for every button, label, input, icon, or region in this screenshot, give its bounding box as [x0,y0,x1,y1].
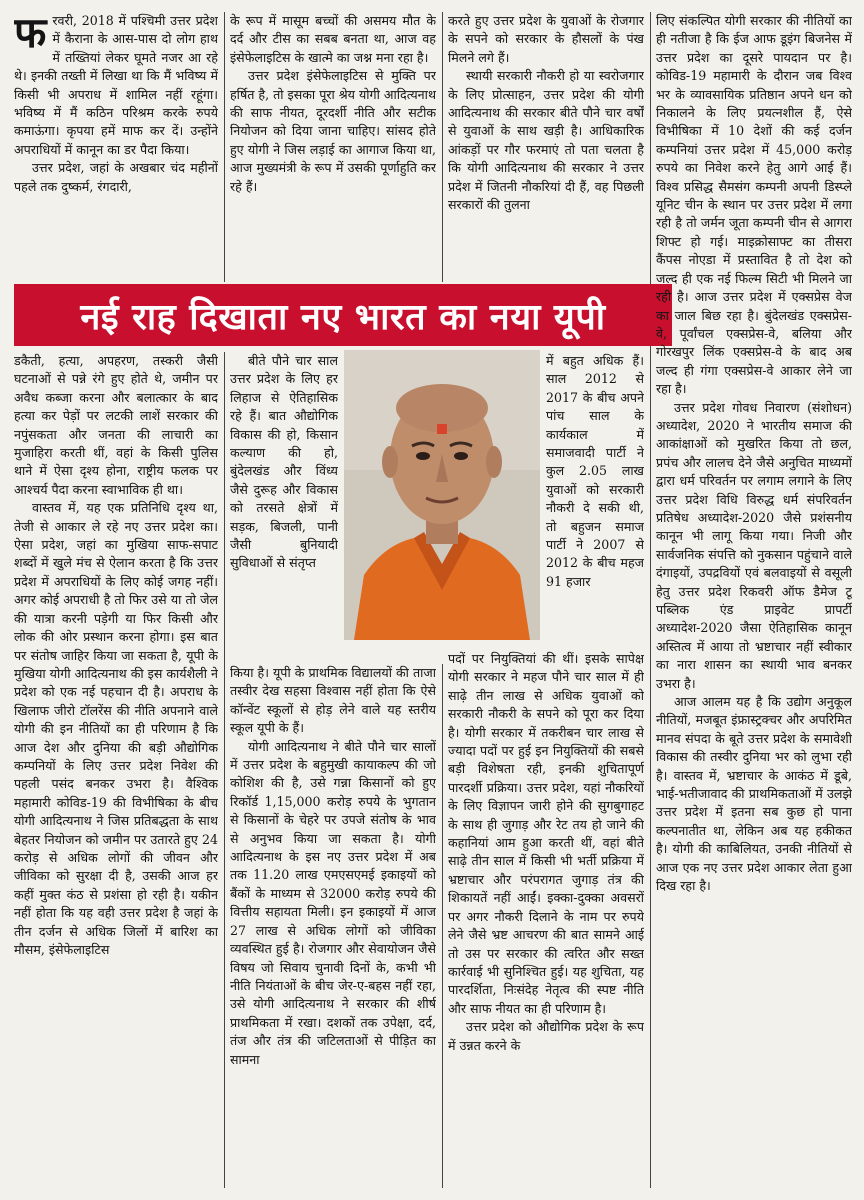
portrait-photo [344,350,540,640]
article-paragraph: किया है। यूपी के प्राथमिक विद्यालयों की ताजा तस्वीर देख सहसा विश्वास नहीं होता कि ऐसे कॉन्वेंट स्कूलों से होड़ लेने वाले यह स्तरीय स्कूल यूपी के हैं। [230,665,436,736]
article-paragraph: उत्तर प्रदेश को औद्योगिक प्रदेश के रूप में उन्नत करने के [448,1019,644,1053]
article-paragraph: पदों पर नियुक्तियां की थीं। इसके सापेक्ष योगी सरकार ने महज पौने चार साल में ही साढ़े तीन लाख से अधिक युवाओं को सरकारी नौकरी के सपने को पूरा कर दिया है। योगी सरकार में तकरीबन चार लाख से ज्यादा पदों पर हुई इन नियुक्तियों की सबसे बड़ी विशेषता रही, इनकी शुचितापूर्ण पारदर्शी प्रक्रिया। उत्तर प्रदेश, यहां नौकरियों के लिए विज्ञापन जारी होने की सुगबुगाहट के साथ ही जुगाड़ और रेट तय हो जाने की कहानियां आम हुआ करती थीं, वहां बीते साढ़े तीन साल में किसी भी भर्ती प्रक्रिया में भ्रष्टाचार और परंपरागत जुगाड़ तंत्र की शिकायतें नहीं आईं। इक्का-दुक्का अवसरों पर अगर नौकरी दिलाने के नाम पर रुपये लेने जैसे भ्रष्ट आचरण की बात सामने आई तो उस पर सरकार की त्वरित और सख्त कार्रवाई भी सुनिश्चित हुई। यह शुचिता, यह पारदर्शिता, निःसंदेह नेतृत्व की स्पष्ट नीति और साफ नीयत का ही परिणाम है। [448,651,644,1016]
column-1-top [14,12,218,284]
portrait-illustration [344,350,540,640]
column-4 [656,12,852,1190]
column-2-bottom [230,664,436,1190]
column-divider [224,352,225,1188]
article-paragraph: स्थायी सरकारी नौकरी हो या स्वरोजगार के लिए प्रोत्साहन, उत्तर प्रदेश की योगी आदित्यनाथ की सरकार बीते पौने चार वर्षों से युवाओं के साथ खड़ी है। आधिकारिक आंकड़ों पर गौर फरमाएं तो पता चलता है कि योगी आदित्यनाथ की सरकार ने उत्तर प्रदेश में जितनी नौकरियां दी हैं, वह पिछली सरकारों की तुलना [448,68,644,213]
dropcap: फ [14,12,47,57]
article-paragraph: उत्तर प्रदेश गोवध निवारण (संशोधन) अध्यादेश, 2020 ने भारतीय समाज की आकांक्षाओं को मुखरित किया तो छल, प्रपंच और लालच देने जैसे अनुचित माध्यमों द्वारा धर्म परिवर्तन पर लगाम लगाने के लिए उत्तर प्रदेश विधि विरुद्ध धर्म संपरिवर्तन प्रतिषेध अध्यादेश-2020 जैसे प्रशंसनीय कानून भी लागू किया गया। निजी और सार्वजनिक संपत्ति को नुकसान पहुंचाने वाले दंगाइयों, उपद्रवियों एवं बलवाइयों से वसूली हेतु उत्तर प्रदेश रिकवरी ऑफ डैमेज टू पब्लिक एंड प्राइवेट प्रापर्टी अध्यादेश-2020 जैसा ऐतिहासिक कानून अस्तित्व में आया तो भ्रष्टाचार नहीं स्वीकार का नारा शासन का स्थायी भाव बनकर उभरा है। [656,399,852,691]
intro-text: रवरी, 2018 में पश्चिमी उत्तर प्रदेश में कैराना के आस-पास दो लोग हाथ में तख्तियां लेकर घूमते नजर आ रहे थे। इनकी तख्ती में लिखा था कि मैं भविष्य में किसी भी अपराध में शामिल नहीं रहूंगा। भविष्य में मैं कठिन परिश्रम करके रुपये कमाऊंगा। कृपया हमें माफ कर दें। उन्होंने अपराधियों में कानून का डर पैदा किया। [14,13,218,157]
column-divider [224,12,225,282]
article-paragraph: करते हुए उत्तर प्रदेश के युवाओं के रोजगार के सपने को सरकार के हौसलों के पंख मिलने लगे हैं। [448,13,644,65]
article-paragraph: बीते पौने चार साल उत्तर प्रदेश के लिए हर लिहाज से ऐतिहासिक रहे हैं। बात औद्योगिक विकास की हो, किसान कल्याण की हो, बुंदेलखंड और विंध्य जैसे दुरूह और विकास को तरसते क्षेत्रों में सड़क, बिजली, पानी जैसी बुनियादी सुविधाओं से संतृप्त [230,353,338,571]
column-divider [442,12,443,282]
article-paragraph: वास्तव में, यह एक प्रतिनिधि दृश्य था, तेजी से आकार ले रहे नए उत्तर प्रदेश का। ऐसा प्रदेश, जहां का मुखिया साफ-सपाट शब्दों में खुले मंच से ऐलान करता है कि उत्तर प्रदेश में अपराधियों के लिए कोई जगह नहीं। अगर कोई अपराधी है तो फिर उसे या तो जेल की यात्रा करनी पड़ेगी या फिर किसी और लोक की ओर प्रस्थान करना होगा। इस बात पर संतोष जाहिर किया जा सकता है, यूपी के मुखिया योगी आदित्यनाथ की इस कार्यशैली ने प्रदेश को एक नई पहचान दी है। अपराध के खिलाफ जीरो टॉलरेंस की नीति अपनाने वाले योगी की इन नीतियों का ही परिणाम है कि आज देश और दुनिया की बड़ी औद्योगिक कम्पनियों के लिए उत्तर प्रदेश निवेश की पहली पसंद बनकर उभरा है। वैश्विक महामारी कोविड-19 की विभीषिका के बीच योगी आदित्यनाथ ने जिस प्रतिबद्धता के साथ बेहतर नियोजन को जमीन पर उतारते हुए 24 करोड़ से अधिक लोगों की जीवन और जीविका को सुरक्षा दी है, उसकी आज हर कहीं मुक्त कंठ से प्रशंसा हो रही है। यकीन नहीं होता कि यह वही उत्तर प्रदेश है जहां के तीन दर्जन से अधिक जिलों में बारिश का मौसम, इंसेफेलाइटिस [14,500,218,957]
article-paragraph: उत्तर प्रदेश, जहां के अखबार चंद महीनों पहले तक दुष्कर्म, रंगदारी, [14,160,218,194]
article-paragraph: के रूप में मासूम बच्चों की असमय मौत के दर्द और टीस का सबब बनता था, आज वह इंसेफेलाइटिस के खात्मे का जश्न मना रहा है। [230,13,436,65]
article-paragraph: आज आलम यह है कि उद्योग अनुकूल नीतियों, मजबूत इंफ्रास्ट्रक्चर और अपरिमित मानव संपदा के बूते उत्तर प्रदेश के समावेशी विकास की तस्वीर दुनिया भर को लुभा रही है। वास्तव में, भ्रष्टाचार के आकंठ में डूबे, भाई-भतीजावाद की प्राथमिकताओं में उलझे उत्तर प्रदेश में इतना सब कुछ हो पाना कल्पनातीत था, लेकिन अब यह हकीकत है। योगी की काबिलियत, उनकी नीतियों से आज एक नए उत्तर प्रदेश आकार लेता हुआ दिख रहा है। [656,694,852,894]
column-3-top [448,12,644,284]
column-2-side [230,352,338,664]
article-intro-paragraph [14,12,218,159]
article-paragraph: डकैती, हत्या, अपहरण, तस्करी जैसी घटनाओं से पन्ने रंगे हुए होते थे, जमीन पर अवैध कब्जा करना और बलात्कार के बाद हत्या कर पेड़ों पर लटकी लाशें सरकार की नपुंसकता और जनता की लाचारी का मुजाहिरा करती थीं, वहां के किसी पुलिस थाने में ऐसा दृश्य होना, राष्ट्रीय फलक पर आश्चर्य पैदा करना स्वाभाविक ही था। [14,353,218,497]
column-1-bottom [14,352,218,1190]
column-divider [650,12,651,1188]
article-paragraph: लिए संकल्पित योगी सरकार की नीतियों का ही नतीजा है कि ईज आफ डूइंग बिजनेस में उत्तर प्रदेश का दूसरे पायदान पर है। कोविड-19 महामारी के दौरान जब विश्व भर के व्यावसायिक प्रतिष्ठान अपने धन को निकालने के लिए प्रयत्नशील हैं, ऐसे विभीषिका में 10 देशों की कई दर्जन कम्पनियां उत्तर प्रदेश में 45,000 करोड़ रुपये का निवेश करने हेतु आगे आई हैं। विश्व प्रसिद्ध सैमसंग कम्पनी अपनी डिस्प्ले यूनिट चीन के स्थान पर उत्तर प्रदेश में लगा रही है तो जर्मन जूता कम्पनी चीन से आगरा शिफ्ट हो गई। माइक्रोसाफ्ट का तीसरा कैंपस नोएडा में प्रस्तावित है तो देश को जल्द ही एक नई फिल्म सिटी भी मिलने जा रही है। आज उत्तर प्रदेश में एक्सप्रेस वेज का जाल बिछ रहा है। बुंदेलखंड एक्सप्रेस-वे, पूर्वांचल एक्सप्रेस-वे, बलिया और गोरखपुर लिंक एक्सप्रेस-वे के बाद अब जल्द ही गंगा एक्सप्रेस-वे आकार लेने जा रहा है। [656,13,852,397]
column-divider [442,664,443,1188]
headline: नई राह दिखाता नए भारत का नया यूपी [80,296,606,338]
column-3-side [546,352,644,648]
article-paragraph: योगी आदित्यनाथ ने बीते पौने चार सालों में उत्तर प्रदेश के बहुमुखी कायाकल्प की जो कोशिश की है, उसे गन्ना किसानों को हुए रिकॉर्ड 1,15,000 करोड़ रुपये के भुगतान से किसानों के चेहरे पर उपजे संतोष के भाव से अनुभव किया जा सकता है। योगी आदित्यनाथ के इस नए उत्तर प्रदेश में अब तक 11.20 लाख एमएसएमई इकाइयों को बैंकों के माध्यम से 32000 करोड़ रुपये की वित्तीय सहायता मिली। इन इकाइयों में आज 27 लाख से अधिक लोगों को जीविका व्यवस्थित हुई है। रोजगार और सेवायोजन जैसे विषय जो सिवाय चुनावी दिनों के, कभी भी नीति नियंताओं के बीच जेर-ए-बहस नहीं रहा, उसे योगी आदित्यनाथ ने सरकार की शीर्ष प्राथमिकता में रखा। दशकों तक उपेक्षा, दर्द, तंज और तंत्र की जटिलताओं से पीड़ित का सामना [230,738,436,1067]
headline-band [14,284,672,346]
article-paragraph: में बहुत अधिक हैं। साल 2012 से 2017 के बीच अपने पांच साल के कार्यकाल में समाजवादी पार्टी ने कुल 2.05 लाख युवाओं को सरकारी नौकरी दे सकी थी, तो बहुजन समाज पार्टी ने 2007 से 2012 के बीच महज 91 हजार [546,353,644,589]
column-3-bottom [448,650,644,1190]
column-2-top [230,12,436,284]
article-paragraph: उत्तर प्रदेश इंसेफेलाइटिस से मुक्ति पर हर्षित है, तो इसका पूरा श्रेय योगी आदित्यनाथ की साफ नीयत, दूरदर्शी नीति और सटीक नियोजन को दिया जाना चाहिए। सांसद होते हुए योगी ने जिस लड़ाई का आगाज किया था, आज मुख्यमंत्री के रूप में उसकी पूर्णाहुति कर रहे हैं। [230,68,436,194]
